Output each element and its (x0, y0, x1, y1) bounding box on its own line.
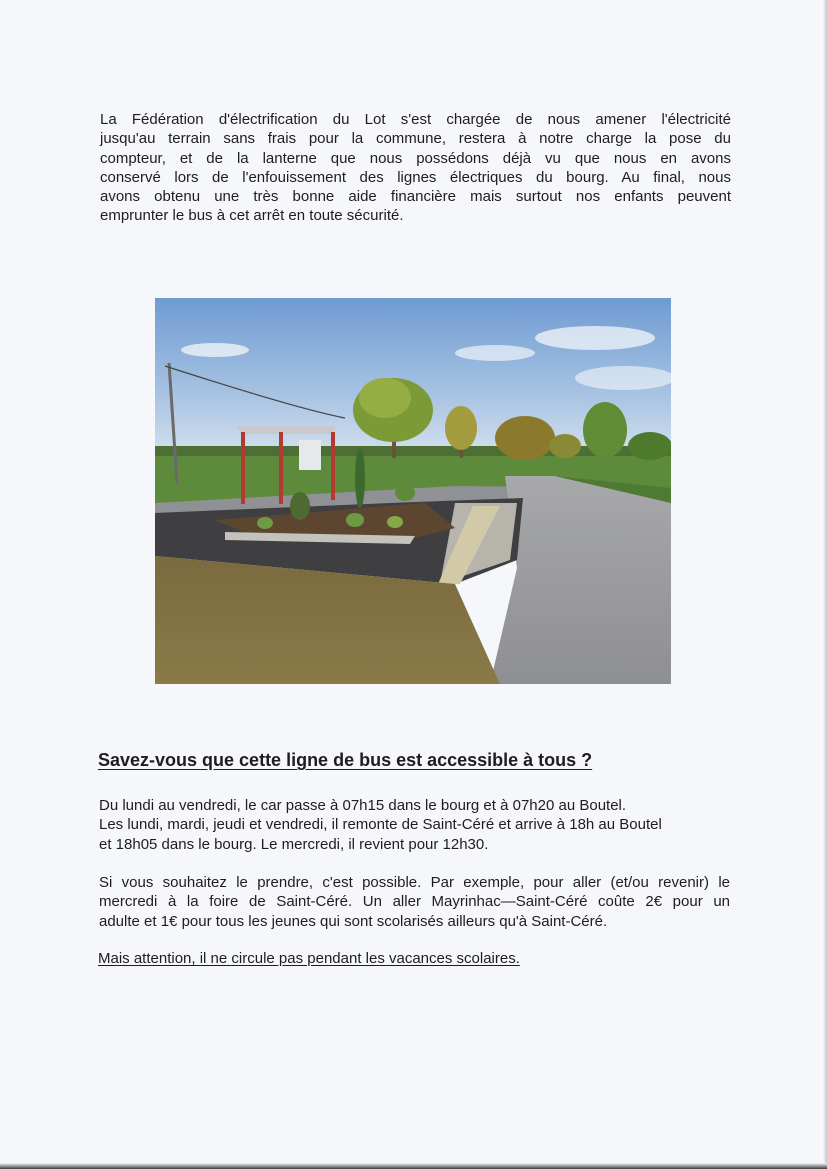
example-line: adulte et 1€ pour tous les jeunes qui sont scolarisés ailleurs qu'à Saint-Céré. (99, 912, 608, 930)
page-edge-bottom (0, 1163, 827, 1169)
example-line: Si vous souhaitez le prendre, c'est possible. Par exemple, pour aller (et/ou revenir) le (99, 874, 730, 891)
intro-line: avons obtenu une très bonne aide financière mais surtout nos enfants peuvent (100, 188, 731, 206)
cloud (535, 326, 655, 350)
intro-line: compteur, et de la lanterne que nous possédons déjà vu que nous en avons (100, 149, 731, 167)
schedule-line: Les lundi, mardi, jeudi et vendredi, il remonte de Saint-Céré et arrive à 18h au Boutel (99, 816, 662, 834)
section-heading: Savez-vous que cette ligne de bus est accessible à tous ? (98, 750, 593, 770)
intro-paragraph (100, 110, 731, 226)
bus-stop-photo (155, 298, 671, 684)
warning-text: Mais attention, il ne circule pas pendant les vacances scolaires. (98, 950, 520, 967)
schedule-line: Du lundi au vendredi, le car passe à 07h15 dans le bourg et à 07h20 au Boutel. (99, 797, 627, 814)
cloud (455, 345, 535, 361)
cloud (575, 366, 671, 390)
warning-paragraph (98, 949, 738, 968)
intro-line: emprunter le bus à cet arrêt en toute sécurité. (100, 207, 404, 225)
example-paragraph (99, 873, 730, 931)
schedule-line: et 18h05 dans le bourg. Le mercredi, il revient pour 12h30. (99, 835, 489, 853)
intro-line: jusqu'au terrain sans frais pour la commune, restera à notre charge la pose du (100, 130, 731, 148)
schedule-paragraph (99, 796, 739, 854)
cloud (181, 343, 249, 357)
page-edge-right (823, 0, 827, 1169)
example-line: mercredi à la foire de Saint-Céré. Un aller Mayrinhac—Saint-Céré coûte 2€ pour un (99, 893, 730, 911)
intro-line: conservé lors de l'enfouissement des lignes électriques du bourg. Au final, nous (100, 168, 731, 186)
intro-line: La Fédération d'électrification du Lot s'est chargée de nous amener l'électricité (100, 111, 731, 128)
